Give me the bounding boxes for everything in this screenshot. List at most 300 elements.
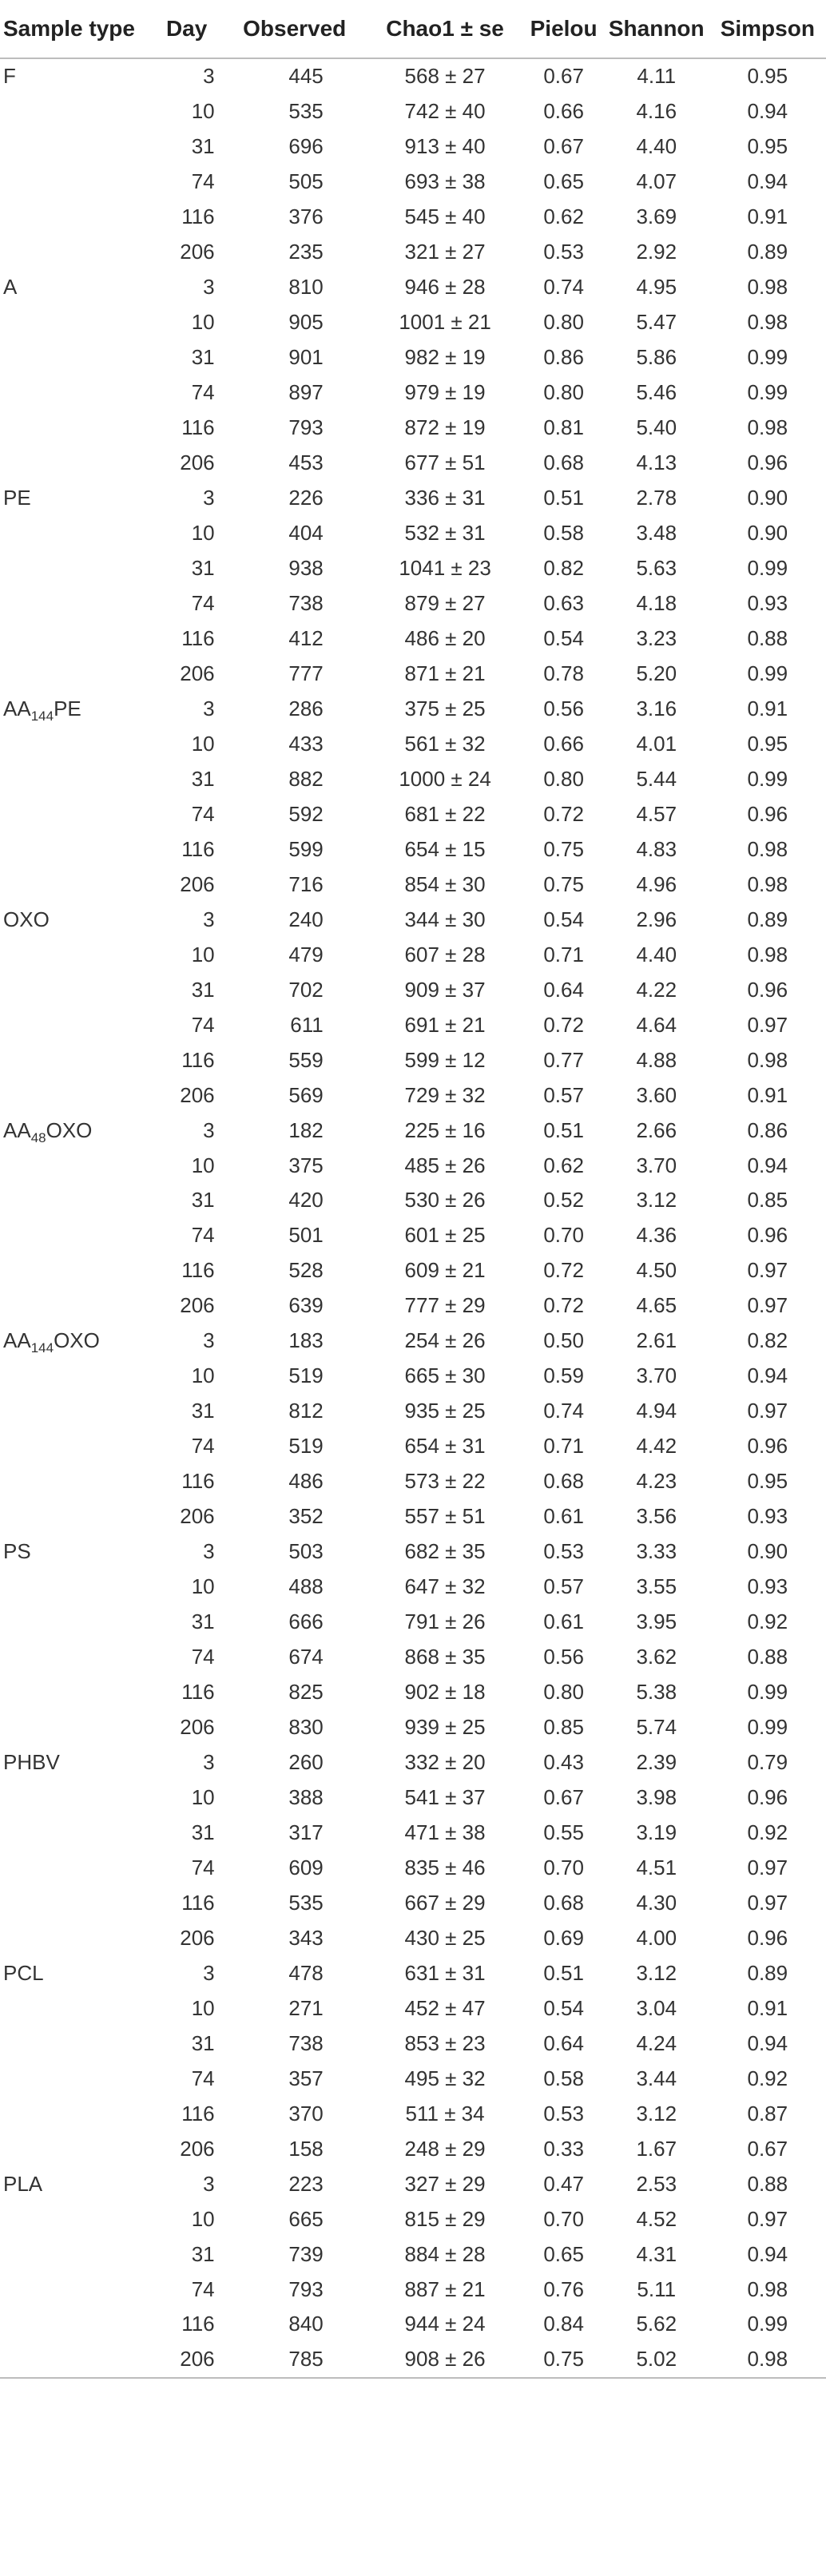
cell-shannon: 2.61 [636, 1328, 677, 1353]
cell-shannon: 4.23 [636, 1469, 677, 1494]
cell-pielou: 0.61 [543, 1504, 584, 1529]
cell-pielou: 0.54 [543, 907, 584, 931]
table-row [0, 375, 826, 411]
cell-pielou: 0.85 [543, 1715, 584, 1740]
table-row [0, 586, 826, 621]
cell-sample-type [0, 129, 151, 165]
cell-pielou: 0.72 [543, 1258, 584, 1283]
table-row [0, 516, 826, 551]
sample-type-label: OXO [3, 907, 50, 931]
cell-day: 31 [191, 2030, 215, 2055]
cell-pielou: 0.62 [543, 1153, 584, 1177]
cell-observed: 260 [288, 1749, 324, 1774]
cell-simpson: 0.93 [747, 591, 788, 616]
cell-simpson: 0.99 [747, 2312, 788, 2336]
cell-sample-type [0, 1394, 151, 1429]
cell-simpson: 0.91 [747, 1995, 788, 2020]
cell-shannon: 4.01 [636, 731, 677, 756]
cell-shannon: 3.19 [636, 1820, 677, 1844]
cell-shannon: 4.16 [636, 99, 677, 124]
cell-day: 3 [203, 1960, 215, 1985]
table-row [0, 200, 826, 235]
cell-sample-type [0, 1815, 151, 1850]
cell-simpson: 0.90 [747, 486, 788, 510]
cell-sample-type [0, 2096, 151, 2131]
cell-shannon: 2.53 [636, 2171, 677, 2196]
cell-observed: 905 [288, 310, 324, 335]
cell-chao1: 452 ± 47 [404, 1995, 486, 2020]
cell-day: 206 [180, 1082, 215, 1107]
table-row [0, 902, 826, 937]
cell-chao1: 1001 ± 21 [399, 310, 491, 335]
table-row [0, 411, 826, 446]
table-row [0, 761, 826, 796]
cell-day: 10 [191, 1363, 215, 1388]
cell-chao1: 835 ± 46 [404, 1855, 486, 1879]
cell-day: 116 [181, 1890, 215, 1915]
cell-simpson: 0.86 [747, 1117, 788, 1142]
cell-chao1: 654 ± 31 [404, 1434, 486, 1459]
cell-day: 3 [203, 1328, 215, 1353]
cell-pielou: 0.65 [543, 169, 584, 194]
cell-sample-type [0, 1955, 151, 1991]
cell-simpson: 0.96 [747, 1925, 788, 1950]
cell-pielou: 0.80 [543, 380, 584, 405]
cell-day: 116 [181, 2312, 215, 2336]
cell-simpson: 0.89 [747, 240, 788, 264]
cell-sample-type [0, 972, 151, 1007]
sample-type-subscript: 144 [30, 708, 54, 724]
cell-simpson: 0.79 [747, 1749, 788, 1774]
cell-chao1: 471 ± 38 [404, 1820, 486, 1844]
cell-observed: 938 [288, 556, 324, 581]
table-row [0, 2061, 826, 2096]
cell-simpson: 0.98 [747, 2347, 788, 2372]
cell-chao1: 872 ± 19 [404, 415, 486, 440]
table-row [0, 1675, 826, 1710]
sample-type-label: PLA [3, 2171, 43, 2196]
header-day: Day [165, 16, 208, 41]
cell-shannon: 2.96 [636, 907, 677, 931]
cell-day: 31 [191, 1820, 215, 1844]
cell-shannon: 4.18 [636, 591, 677, 616]
cell-shannon: 4.51 [636, 1855, 677, 1879]
cell-shannon: 3.56 [636, 1504, 677, 1529]
cell-chao1: 485 ± 26 [404, 1153, 486, 1177]
cell-chao1: 654 ± 15 [404, 836, 486, 861]
table-row [0, 726, 826, 761]
table-row [0, 867, 826, 902]
cell-shannon: 5.20 [636, 661, 677, 685]
cell-simpson: 0.92 [747, 2066, 788, 2090]
cell-observed: 611 [290, 1012, 324, 1037]
cell-sample-type [0, 1605, 151, 1640]
cell-pielou: 0.66 [543, 731, 584, 756]
cell-day: 74 [191, 1434, 215, 1459]
cell-pielou: 0.70 [543, 2206, 584, 2231]
cell-pielou: 0.74 [543, 1399, 584, 1423]
cell-simpson: 0.99 [747, 661, 788, 685]
cell-day: 206 [180, 1504, 215, 1529]
cell-chao1: 486 ± 20 [404, 625, 486, 650]
table-row [0, 305, 826, 340]
table-row [0, 1815, 826, 1850]
header-row [0, 0, 826, 58]
cell-sample-type [0, 1991, 151, 2026]
cell-shannon: 5.86 [636, 345, 677, 370]
table-row [0, 340, 826, 375]
cell-sample-type [0, 1359, 151, 1394]
cell-pielou: 0.68 [543, 1890, 584, 1915]
cell-simpson: 0.99 [747, 345, 788, 370]
cell-simpson: 0.96 [747, 1784, 788, 1809]
cell-chao1: 946 ± 28 [404, 275, 486, 300]
table-row [0, 1394, 826, 1429]
cell-sample-type [0, 1324, 151, 1359]
header-pielou: Pielou [530, 16, 598, 41]
cell-sample-type [0, 1745, 151, 1780]
cell-sample-type [0, 1042, 151, 1078]
table-row [0, 2166, 826, 2201]
cell-simpson: 0.98 [747, 310, 788, 335]
cell-day: 10 [191, 731, 215, 756]
cell-simpson: 0.96 [747, 977, 788, 1002]
cell-observed: 433 [288, 731, 324, 756]
cell-sample-type [0, 1429, 151, 1464]
cell-chao1: 887 ± 21 [404, 2276, 486, 2301]
cell-simpson: 0.88 [747, 1645, 788, 1669]
sample-type-label: PCL [3, 1960, 44, 1985]
cell-observed: 810 [288, 275, 324, 300]
cell-day: 74 [191, 1855, 215, 1879]
cell-day: 3 [203, 275, 215, 300]
cell-sample-type [0, 796, 151, 832]
cell-day: 31 [191, 1610, 215, 1634]
cell-chao1: 254 ± 26 [404, 1328, 486, 1353]
cell-simpson: 0.97 [747, 2206, 788, 2231]
cell-sample-type [0, 621, 151, 657]
cell-shannon: 4.88 [636, 1047, 677, 1072]
cell-shannon: 5.63 [636, 556, 677, 581]
cell-sample-type [0, 902, 151, 937]
cell-simpson: 0.97 [747, 1399, 788, 1423]
cell-simpson: 0.95 [747, 1469, 788, 1494]
cell-pielou: 0.76 [543, 2276, 584, 2301]
cell-observed: 240 [288, 907, 324, 931]
header-observed: Observed [243, 16, 347, 41]
table-row [0, 1042, 826, 1078]
table-row [0, 58, 826, 94]
cell-pielou: 0.84 [543, 2312, 584, 2336]
cell-day: 3 [203, 1539, 215, 1564]
cell-chao1: 729 ± 32 [404, 1082, 486, 1107]
cell-chao1: 944 ± 24 [404, 2312, 486, 2336]
table-row [0, 1640, 826, 1675]
cell-sample-type [0, 1288, 151, 1324]
cell-day: 10 [191, 1995, 215, 2020]
table-row [0, 621, 826, 657]
cell-shannon: 5.74 [636, 1715, 677, 1740]
cell-chao1: 430 ± 25 [404, 1925, 486, 1950]
cell-day: 10 [191, 1153, 215, 1177]
cell-chao1: 532 ± 31 [404, 521, 486, 546]
cell-pielou: 0.70 [543, 1855, 584, 1879]
cell-simpson: 0.91 [747, 696, 788, 720]
cell-observed: 739 [288, 2241, 324, 2266]
cell-simpson: 0.96 [747, 801, 788, 826]
cell-simpson: 0.93 [747, 1504, 788, 1529]
cell-sample-type [0, 305, 151, 340]
cell-observed: 505 [288, 169, 324, 194]
cell-simpson: 0.85 [747, 1188, 788, 1213]
cell-chao1: 791 ± 26 [404, 1610, 486, 1634]
table-row [0, 1499, 826, 1534]
cell-pielou: 0.61 [543, 1610, 584, 1634]
cell-day: 116 [181, 204, 215, 229]
sample-type-label: AA [3, 696, 31, 720]
cell-shannon: 4.30 [636, 1890, 677, 1915]
cell-pielou: 0.81 [543, 415, 584, 440]
cell-sample-type [0, 340, 151, 375]
cell-sample-type [0, 1253, 151, 1288]
cell-day: 74 [191, 169, 215, 194]
cell-day: 31 [191, 977, 215, 1002]
cell-observed: 665 [288, 2206, 324, 2231]
cell-day: 206 [180, 661, 215, 685]
table-row [0, 832, 826, 867]
cell-observed: 503 [288, 1539, 324, 1564]
cell-simpson: 0.94 [747, 99, 788, 124]
cell-simpson: 0.88 [747, 625, 788, 650]
cell-pielou: 0.72 [543, 801, 584, 826]
cell-chao1: 939 ± 25 [404, 1715, 486, 1740]
cell-chao1: 530 ± 26 [404, 1188, 486, 1213]
cell-simpson: 0.88 [747, 2171, 788, 2196]
cell-shannon: 4.94 [636, 1399, 677, 1423]
cell-chao1: 609 ± 21 [404, 1258, 486, 1283]
cell-sample-type [0, 2131, 151, 2166]
cell-shannon: 3.98 [636, 1784, 677, 1809]
cell-sample-type [0, 2272, 151, 2307]
cell-observed: 639 [288, 1293, 324, 1318]
cell-shannon: 3.95 [636, 1610, 677, 1634]
cell-pielou: 0.69 [543, 1925, 584, 1950]
cell-observed: 559 [288, 1047, 324, 1072]
cell-simpson: 0.96 [747, 1223, 788, 1248]
cell-simpson: 0.97 [747, 1012, 788, 1037]
cell-observed: 535 [288, 99, 324, 124]
cell-simpson: 0.94 [747, 2030, 788, 2055]
cell-pielou: 0.51 [543, 1960, 584, 1985]
sample-type-label: AA [3, 1117, 31, 1142]
cell-sample-type [0, 832, 151, 867]
cell-day: 10 [191, 99, 215, 124]
cell-simpson: 0.89 [747, 1960, 788, 1985]
cell-day: 206 [180, 1715, 215, 1740]
sample-type-label: PHBV [3, 1749, 60, 1774]
cell-chao1: 344 ± 30 [404, 907, 486, 931]
cell-chao1: 742 ± 40 [404, 99, 486, 124]
cell-chao1: 879 ± 27 [404, 591, 486, 616]
cell-day: 206 [180, 1293, 215, 1318]
cell-pielou: 0.74 [543, 275, 584, 300]
cell-pielou: 0.67 [543, 64, 584, 89]
cell-sample-type [0, 2026, 151, 2061]
cell-chao1: 568 ± 27 [404, 64, 486, 89]
cell-observed: 830 [288, 1715, 324, 1740]
cell-pielou: 0.66 [543, 99, 584, 124]
cell-day: 3 [203, 696, 215, 720]
cell-simpson: 0.96 [747, 451, 788, 475]
cell-chao1: 665 ± 30 [404, 1363, 486, 1388]
table-body [0, 58, 826, 2378]
cell-day: 206 [180, 2136, 215, 2161]
header-simpson: Simpson [720, 16, 815, 41]
table-row [0, 1464, 826, 1499]
table-row [0, 1605, 826, 1640]
table-row [0, 165, 826, 200]
cell-observed: 882 [288, 766, 324, 791]
cell-chao1: 573 ± 22 [404, 1469, 486, 1494]
cell-pielou: 0.56 [543, 696, 584, 720]
cell-observed: 812 [288, 1399, 324, 1423]
table-row [0, 1253, 826, 1288]
table-row [0, 129, 826, 165]
cell-observed: 738 [288, 591, 324, 616]
cell-day: 31 [191, 1188, 215, 1213]
cell-observed: 535 [288, 1890, 324, 1915]
cell-day: 10 [191, 1784, 215, 1809]
cell-observed: 702 [288, 977, 324, 1002]
cell-chao1: 909 ± 37 [404, 977, 486, 1002]
cell-pielou: 0.55 [543, 1820, 584, 1844]
cell-shannon: 4.42 [636, 1434, 677, 1459]
cell-observed: 375 [288, 1153, 324, 1177]
table-row [0, 481, 826, 516]
cell-day: 74 [191, 380, 215, 405]
cell-simpson: 0.98 [747, 2276, 788, 2301]
table-row [0, 2272, 826, 2307]
table-row [0, 656, 826, 691]
cell-day: 74 [191, 2276, 215, 2301]
table-row [0, 270, 826, 305]
cell-sample-type [0, 1148, 151, 1183]
cell-chao1: 327 ± 29 [404, 2171, 486, 2196]
cell-shannon: 4.40 [636, 942, 677, 966]
sample-type-suffix: OXO [46, 1117, 93, 1142]
cell-shannon: 5.38 [636, 1680, 677, 1705]
cell-sample-type [0, 1640, 151, 1675]
cell-observed: 793 [288, 415, 324, 440]
cell-pielou: 0.78 [543, 661, 584, 685]
cell-simpson: 0.98 [747, 871, 788, 896]
cell-day: 31 [191, 134, 215, 159]
header-shannon: Shannon [608, 16, 705, 41]
cell-day: 116 [181, 1469, 215, 1494]
cell-pielou: 0.80 [543, 310, 584, 335]
cell-chao1: 607 ± 28 [404, 942, 486, 966]
cell-sample-type [0, 1570, 151, 1605]
header-sample-type: Sample type [3, 16, 135, 41]
cell-observed: 666 [288, 1610, 324, 1634]
cell-pielou: 0.75 [543, 836, 584, 861]
cell-sample-type [0, 1534, 151, 1570]
cell-shannon: 4.57 [636, 801, 677, 826]
cell-observed: 840 [288, 2312, 324, 2336]
sample-type-suffix: PE [54, 696, 81, 720]
cell-simpson: 0.94 [747, 1153, 788, 1177]
cell-shannon: 4.83 [636, 836, 677, 861]
sample-type-label: F [3, 64, 16, 89]
cell-chao1: 871 ± 21 [404, 661, 486, 685]
cell-shannon: 4.31 [636, 2241, 677, 2266]
cell-day: 10 [191, 2206, 215, 2231]
cell-simpson: 0.99 [747, 1680, 788, 1705]
cell-sample-type [0, 411, 151, 446]
cell-sample-type [0, 656, 151, 691]
cell-pielou: 0.63 [543, 591, 584, 616]
cell-day: 116 [181, 2101, 215, 2125]
cell-observed: 569 [288, 1082, 324, 1107]
cell-shannon: 3.69 [636, 204, 677, 229]
cell-sample-type [0, 1113, 151, 1148]
cell-day: 206 [180, 240, 215, 264]
table-row [0, 1429, 826, 1464]
cell-sample-type [0, 235, 151, 270]
cell-chao1: 693 ± 38 [404, 169, 486, 194]
cell-simpson: 0.91 [747, 1082, 788, 1107]
cell-sample-type [0, 937, 151, 972]
cell-simpson: 0.98 [747, 836, 788, 861]
cell-shannon: 5.62 [636, 2312, 677, 2336]
cell-shannon: 4.07 [636, 169, 677, 194]
table-row [0, 1534, 826, 1570]
cell-pielou: 0.51 [543, 1117, 584, 1142]
cell-pielou: 0.68 [543, 451, 584, 475]
cell-shannon: 3.33 [636, 1539, 677, 1564]
cell-day: 3 [203, 64, 215, 89]
cell-shannon: 4.64 [636, 1012, 677, 1037]
table-row [0, 691, 826, 726]
cell-observed: 412 [288, 625, 324, 650]
cell-pielou: 0.53 [543, 240, 584, 264]
cell-pielou: 0.53 [543, 2101, 584, 2125]
cell-sample-type [0, 375, 151, 411]
cell-shannon: 4.52 [636, 2206, 677, 2231]
cell-observed: 696 [288, 134, 324, 159]
cell-observed: 785 [288, 2347, 324, 2372]
cell-day: 74 [191, 591, 215, 616]
cell-day: 10 [191, 942, 215, 966]
cell-day: 31 [191, 2241, 215, 2266]
cell-pielou: 0.57 [543, 1574, 584, 1599]
cell-observed: 357 [288, 2066, 324, 2090]
sample-type-subscript: 144 [30, 1340, 54, 1356]
cell-shannon: 3.70 [636, 1363, 677, 1388]
cell-chao1: 599 ± 12 [404, 1047, 486, 1072]
table-row [0, 1183, 826, 1218]
cell-simpson: 0.91 [747, 204, 788, 229]
cell-day: 116 [181, 415, 215, 440]
table-row [0, 1324, 826, 1359]
cell-simpson: 0.90 [747, 1539, 788, 1564]
cell-chao1: 691 ± 21 [404, 1012, 486, 1037]
cell-pielou: 0.70 [543, 1223, 584, 1248]
cell-observed: 235 [288, 240, 324, 264]
cell-day: 31 [191, 1399, 215, 1423]
table-row [0, 1218, 826, 1253]
cell-chao1: 1000 ± 24 [399, 766, 491, 791]
